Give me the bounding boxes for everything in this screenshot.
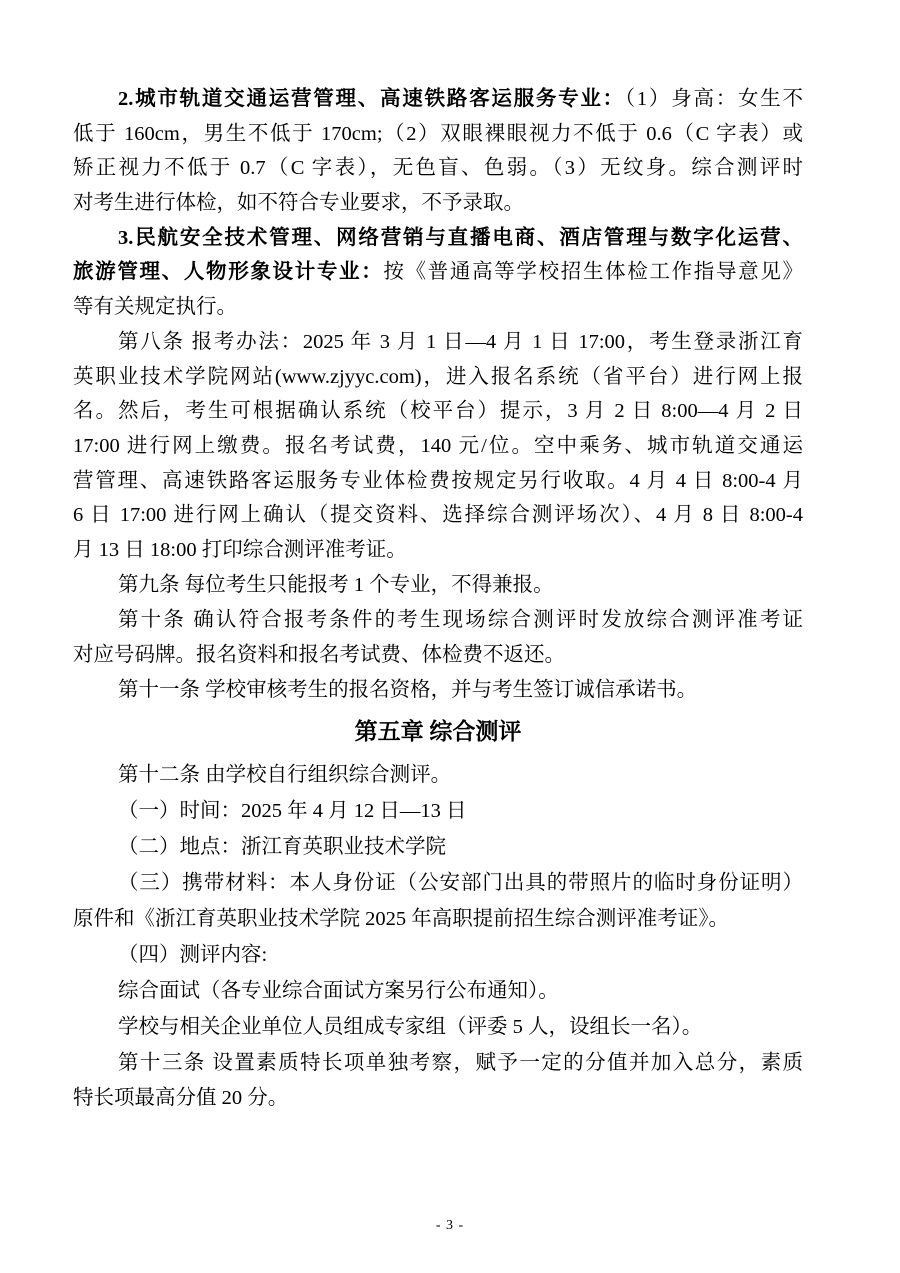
document-line	[73, 432, 803, 464]
text-segment: 第十一条 学校审核考生的报名资格，并与考生签订诚信承诺书。	[118, 679, 698, 701]
document-line	[73, 676, 803, 708]
document-line	[73, 606, 803, 638]
bold-text-segment: 2.城市轨道交通运营管理、高速铁路客运服务专业：	[118, 88, 625, 110]
document-line	[73, 905, 803, 937]
text-segment: （四）测评内容:	[118, 944, 268, 966]
text-segment: 英职业技术学院网站(www.zjyyc.com)，进入报名系统（省平台）进行网上报	[73, 366, 803, 388]
document-line	[73, 1013, 803, 1045]
document-line	[73, 154, 803, 186]
page-number: - 3 -	[435, 1218, 465, 1233]
document-line	[73, 761, 803, 793]
document-line	[73, 467, 803, 499]
bold-text-segment: 第五章 综合测评	[354, 719, 522, 744]
document-line	[73, 833, 803, 865]
document-line	[73, 328, 803, 360]
text-segment: 第十三条 设置素质特长项单独考察，赋予一定的分值并加入总分，素质	[118, 1052, 803, 1074]
document-line	[73, 189, 803, 221]
text-segment: （三）携带材料：本人身份证（公安部门出具的带照片的临时身份证明）	[118, 872, 803, 894]
text-segment: 特长项最高分值 20 分。	[73, 1087, 289, 1109]
bold-text-segment: 3.民航安全技术管理、网络营销与直播电商、酒店管理与数字化运营、	[118, 227, 803, 249]
text-segment: 等有关规定执行。	[73, 296, 237, 318]
text-segment: 矫正视力不低于 0.7（C 字表），无色盲、色弱。（3）无纹身。综合测评时	[73, 157, 803, 179]
document-line	[73, 977, 803, 1009]
document-line	[73, 869, 803, 901]
chapter-heading	[73, 717, 803, 749]
text-segment: （1）身高：女生不	[624, 88, 803, 110]
document-line	[73, 941, 803, 973]
document-line	[73, 797, 803, 829]
text-segment: 第十二条 由学校自行组织综合测评。	[118, 764, 452, 786]
text-segment: 综合面试（各专业综合面试方案另行公布通知）。	[118, 980, 559, 1002]
text-segment: 低于 160cm，男生不低于 170cm;（2）双眼裸眼视力不低于 0.6（C 字表）或	[73, 123, 803, 145]
text-segment: 第八条 报考办法：2025 年 3 月 1 日—4 月 1 日 17:00，考生登录浙江育	[118, 331, 803, 353]
text-segment: 第十条 确认符合报考条件的考生现场综合测评时发放综合测评准考证	[118, 609, 803, 631]
text-segment: 6 日 17:00 进行网上确认（提交资料、选择综合测评场次）、4 月 8 日 8:00-4	[73, 504, 803, 526]
document-line	[73, 258, 803, 290]
text-segment: 原件和《浙江育英职业技术学院 2025 年高职提前招生综合测评准考证》。	[73, 908, 729, 930]
text-segment: 营管理、高速铁路客运服务专业体检费按规定另行收取。4 月 4 日 8:00-4 月	[73, 470, 803, 492]
text-segment: 按《普通高等学校招生体检工作指导意见》	[383, 261, 803, 283]
document-line	[73, 363, 803, 395]
text-segment: 学校与相关企业单位人员组成专家组（评委 5 人，设组长一名）。	[118, 1016, 703, 1038]
document-line	[73, 224, 803, 256]
document-line	[73, 536, 803, 568]
page-footer	[0, 1216, 900, 1236]
text-segment: 17:00 进行网上缴费。报名考试费，140 元/位。空中乘务、城市轨道交通运	[73, 435, 803, 457]
document-line	[73, 85, 803, 117]
document-line	[73, 501, 803, 533]
document-line	[73, 641, 803, 673]
document-line	[73, 1084, 803, 1116]
text-segment: 月 13 日 18:00 打印综合测评准考证。	[73, 539, 407, 561]
document-line	[73, 293, 803, 325]
document-line	[73, 397, 803, 429]
document-line	[73, 571, 803, 603]
text-segment: 对考生进行体检，如不符合专业要求，不予录取。	[73, 192, 524, 214]
bold-text-segment: 旅游管理、人物形象设计专业：	[73, 261, 384, 283]
text-segment: （一）时间：2025 年 4 月 12 日—13 日	[118, 800, 467, 822]
text-segment: （二）地点：浙江育英职业技术学院	[118, 836, 446, 858]
text-segment: 名。然后，考生可根据确认系统（校平台）提示，3 月 2 日 8:00—4 月 2 日	[73, 400, 803, 422]
document-line	[73, 120, 803, 152]
text-segment: 对应号码牌。报名资料和报名考试费、体检费不返还。	[73, 644, 565, 666]
document-line	[73, 1049, 803, 1081]
text-segment: 第九条 每位考生只能报考 1 个专业，不得兼报。	[118, 574, 554, 596]
